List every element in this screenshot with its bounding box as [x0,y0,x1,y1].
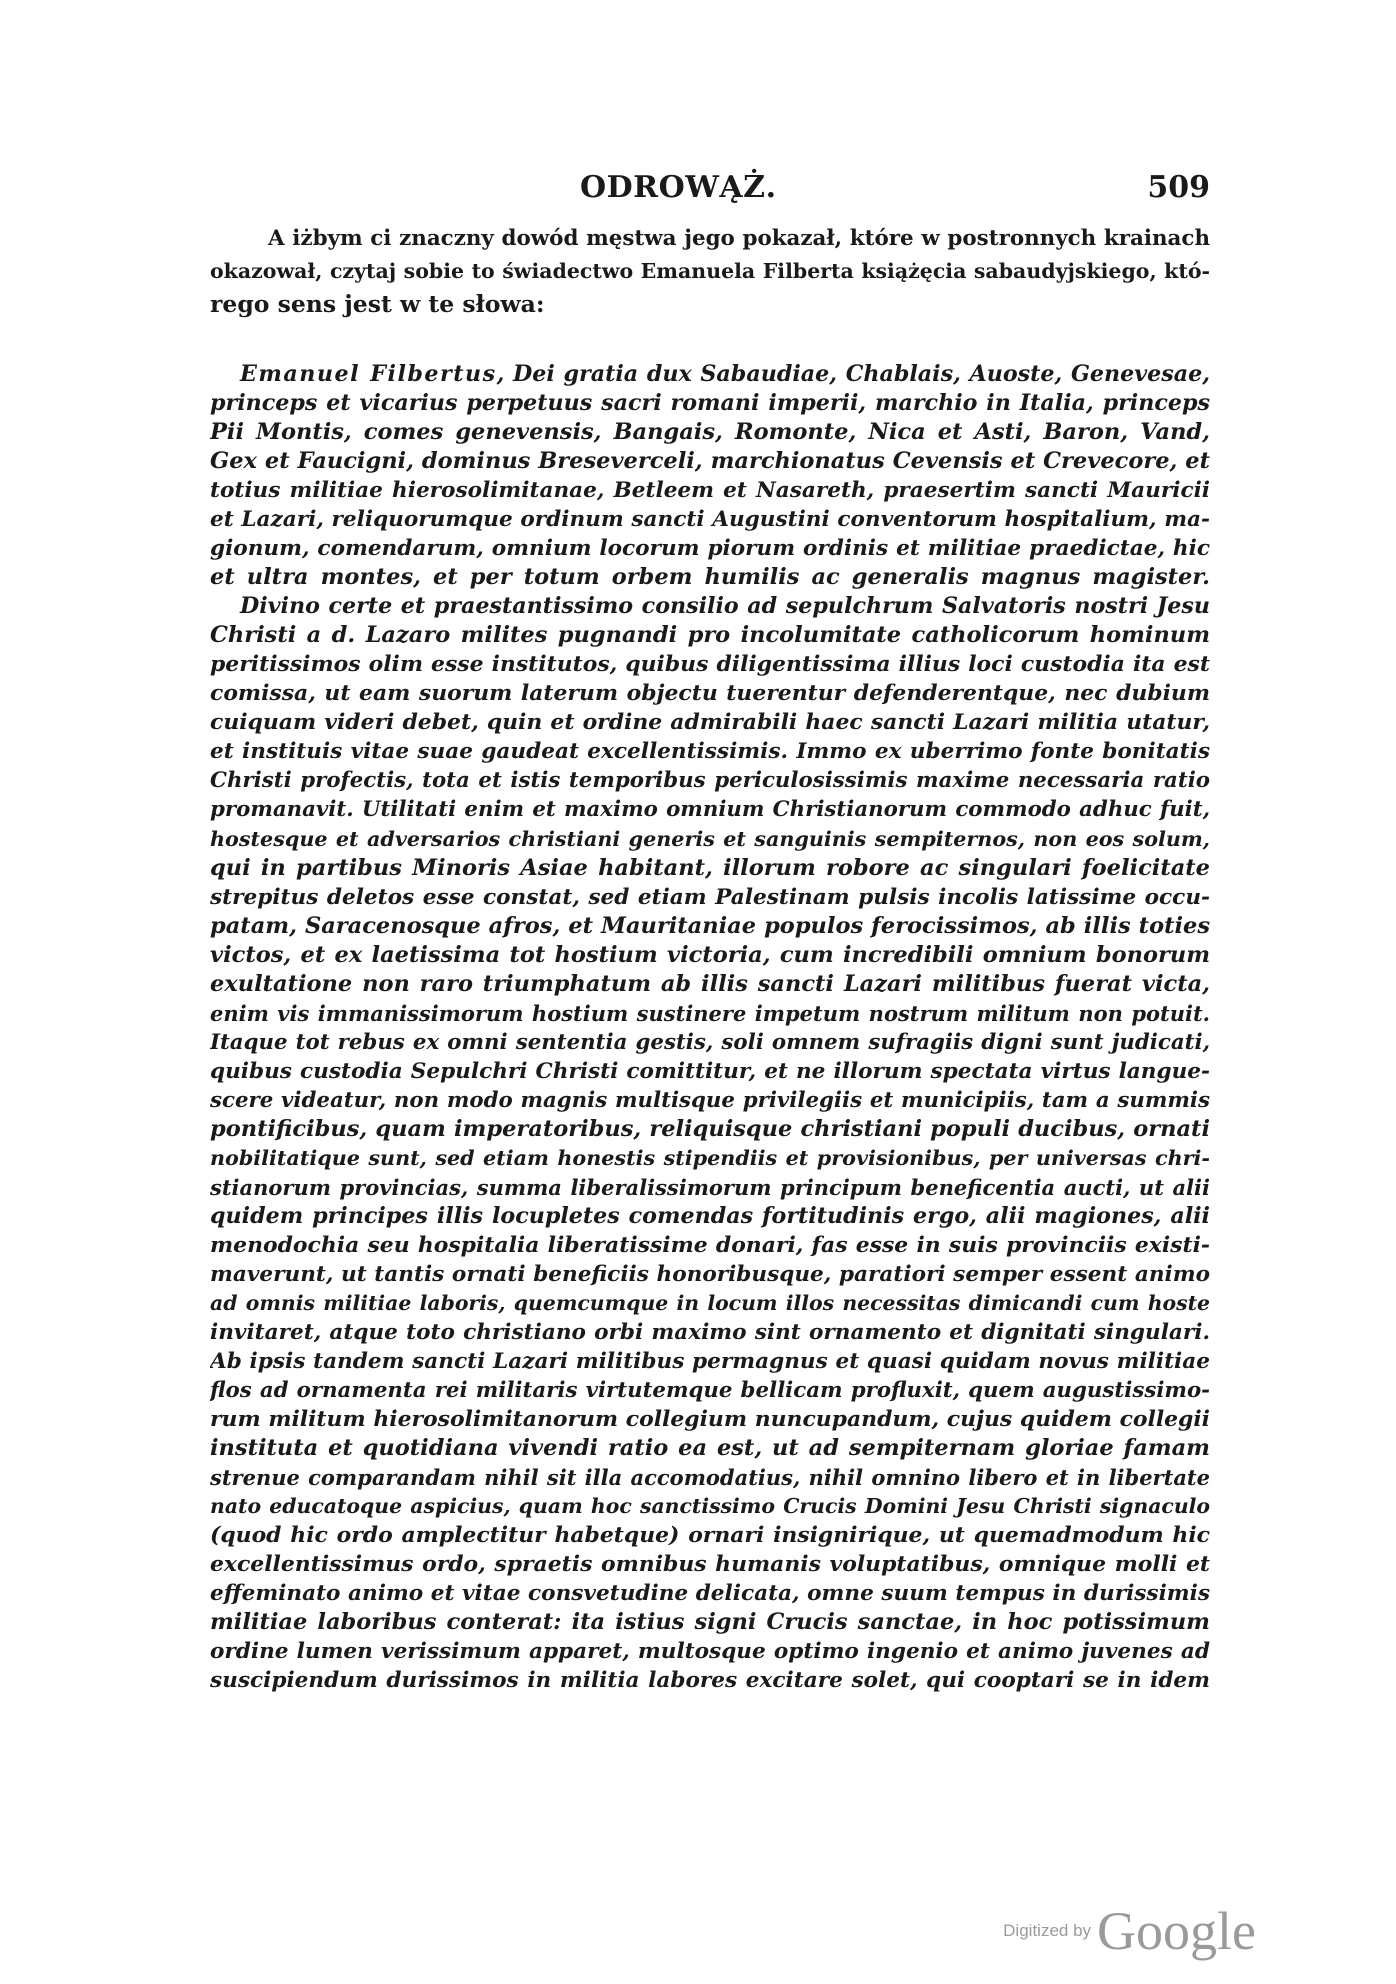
text-line: strenue comparandam nihil sit illa accomodatius, nihil omnino libero et in libertate [210,1465,1210,1491]
digitized-watermark [1003,1900,1256,1962]
text-line: exultatione non raro triumphatum ab illis sancti Lazari militibus fuerat victa, [210,970,1210,997]
text-line: et Lazari, reliquorumque ordinum sancti Augustini conventorum hospitalium, ma- [210,507,1210,533]
text-line: Christi a d. Lazaro milites pugnandi pro incolumitate catholicorum hominum [210,622,1210,649]
text-line: Itaque tot rebus ex omni sententia gestis, soli omnem sufragiis digni sunt judicati, [210,1029,1210,1055]
text-line: princeps et vicarius perpetuus sacri romani imperii, marchio in Italia, princeps [210,390,1210,417]
text-line: invitaret, atque toto christiano orbi maximo sint ornamento et dignitati singulari. [210,1320,1210,1346]
page-header [210,170,1210,210]
polish-paragraph [210,222,1210,321]
text-line: (quod hic ordo amplectitur habetque) ornari insignirique, ut quemadmodum hic [210,1522,1210,1549]
text-line: rum militum hierosolimitanorum collegium nuncupandum, cujus quidem collegii [210,1406,1210,1433]
text-line: suscipiendum durissimos in militia labores excitare solet, qui cooptari se in idem [210,1668,1210,1694]
ruler-name: Emanuel Filbertus [240,361,497,387]
text-line: scere videatur, non modo magnis multisque privilegiis et municipiis, tam a summis [210,1087,1210,1113]
text-line: peritissimos olim esse institutos, quibus diligentissima illius loci custodia ita est [210,651,1210,678]
text-line: qui in partibus Minoris Asiae habitant, illorum robore ac singulari foelicitate [210,854,1210,881]
text-line: instituta et quotidiana vivendi ratio ea est, ut ad sempiternam gloriae famam [210,1435,1210,1462]
text-line: ad omnis militiae laboris, quemcumque in locum illos necessitas dimicandi cum hoste [210,1291,1210,1315]
text-line [210,360,1210,389]
text-line: stianorum provincias, summa liberalissimorum principum beneficentia aucti, ut alii [210,1174,1210,1200]
text-line: effeminato animo et vitae consvetudine delicata, omne suum tempus in durissimis [210,1581,1210,1607]
text-line: victos, et ex laetissima tot hostium victoria, cum incredibili omnium bonorum [210,941,1210,968]
text-line: menodochia seu hospitalia liberatissime donari, fas esse in suis provinciis existi- [210,1231,1210,1258]
text-line: Gex et Faucigni, dominus Breseverceli, marchionatus Cevensis et Crevecore, et [210,448,1210,475]
text-line: gionum, comendarum, omnium locorum piorum ordinis et militiae praedictae, hic [210,536,1210,562]
text-line: Divino certe et praestantissimo consilio ad sepulchrum Salvatoris nostri Jesu [240,593,1210,620]
text-line: A iżbym ci znaczny dowód męstwa jego pokazał, które w postronnych krainach [268,226,1210,251]
running-head: ODROWĄŻ. [580,170,777,205]
text-line: ordine lumen verissimum apparet, multosque optimo ingenio et animo juvenes ad [210,1639,1210,1665]
watermark-caption: Digitized by [1003,1921,1092,1940]
text-line: et ultra montes, et per totum orbem humilis ac generalis magnus magister. [210,564,1210,591]
text-line: flos ad ornamenta rei militaris virtutemque bellicam profluxit, quem augustissimo- [210,1378,1210,1404]
text-line: Ab ipsis tandem sancti Lazari militibus permagnus et quasi quidam novus militiae [210,1349,1210,1375]
text-line-rest: , Dei gratia dux Sabaudiae, Chablais, Auoste, Genevesae, [496,361,1210,387]
text-line: Pii Montis, comes genevensis, Bangais, Romonte, Nica et Asti, Baron, Vand, [210,419,1210,446]
text-line: nobilitatique sunt, sed etiam honestis stipendiis et provisionibus, per universas chri- [210,1145,1210,1170]
latin-document [210,360,1210,1695]
page-number: 509 [1147,170,1210,205]
text-line: militiae laboribus conterat: ita istius signi Crucis sanctae, in hoc potissimum [210,1609,1210,1636]
text-line: excellentissimus ordo, spraetis omnibus humanis voluptatibus, omnique molli et [210,1551,1210,1578]
text-line: cuiquam videri debet, quin et ordine admirabili haec sancti Lazari militia utatur, [210,709,1210,736]
text-line: quibus custodia Sepulchri Christi comittitur, et ne illorum spectata virtus langue- [210,1058,1210,1084]
text-line: totius militiae hierosolimitanae, Betleem et Nasareth, praesertim sancti Mauricii [210,478,1210,504]
text-line: patam, Saracenosque afros, et Mauritaniae populos ferocissimos, ab illis toties [210,912,1210,939]
text-line: okazował, czytaj sobie to świadectwo Emanuela Filberta książęcia sabaudyjskiego, któ- [210,259,1210,283]
text-line: maverunt, ut tantis ornati beneficiis honoribusque, paratiori semper essent animo [210,1261,1210,1287]
text-line: pontificibus, quam imperatoribus, reliquisque christiani populi ducibus, ornati [210,1115,1210,1142]
text-line: quidem principes illis locupletes comendas fortitudinis ergo, alii magiones, alii [210,1202,1210,1229]
text-line: hostesque et adversarios christiani generis et sanguinis sempiternos, non eos solum, [210,826,1210,851]
text-line: et instituis vitae suae gaudeat excellentissimis. Immo ex uberrimo fonte bonitatis [210,739,1210,765]
google-logo: Google [1097,1901,1256,1961]
text-line: comissa, ut eam suorum laterum objectu tuerentur defenderentque, nec dubium [210,680,1210,707]
text-line: Christi profectis, tota et istis temporibus periculosissimis maxime necessaria ratio [210,768,1210,794]
text-line: strepitus deletos esse constat, sed etiam Palestinam pulsis incolis latissime occu- [210,884,1210,910]
text-line: enim vis immanissimorum hostium sustinere impetum nostrum militum non potuit. [210,1000,1210,1026]
text-line: rego sens jest w te słowa: [210,290,545,318]
text-line: nato educatoque aspicius, quam hoc sanctissimo Crucis Domini Jesu Christi signaculo [210,1494,1210,1519]
text-line: promanavit. Utilitati enim et maximo omnium Christianorum commodo adhuc fuit, [210,797,1210,823]
